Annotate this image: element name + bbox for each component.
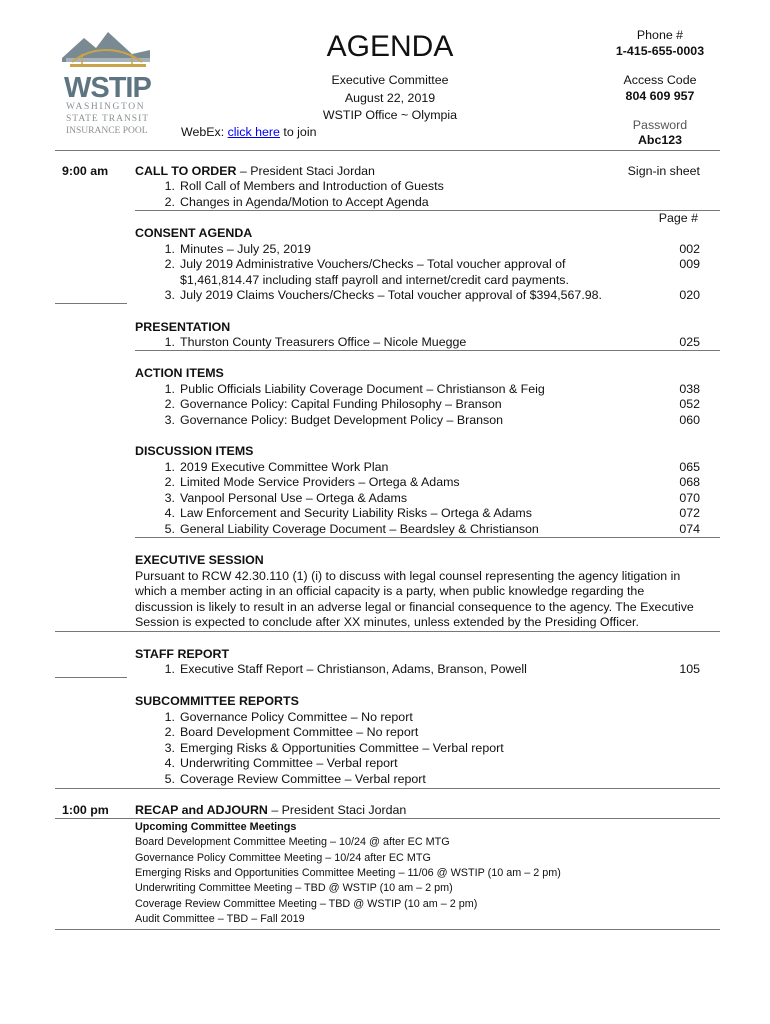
section-divider xyxy=(55,303,127,304)
list-item xyxy=(135,662,700,678)
page-number: 020 xyxy=(679,288,700,302)
paragraph-line: which a member acting in an official capacity is a party, when public knowledge regarding the xyxy=(135,584,645,598)
list-item xyxy=(135,242,700,258)
webex-link[interactable]: click here xyxy=(227,125,280,139)
upcoming-meeting-line: Board Development Committee Meeting – 10/24 @ after EC MTG xyxy=(135,836,450,848)
item-number: 1. xyxy=(164,710,175,724)
item-number: 1. xyxy=(164,335,175,349)
subcommittee-reports-title: SUBCOMMITTEE REPORTS xyxy=(135,694,299,708)
sign-in-sheet: Sign-in sheet xyxy=(627,164,700,178)
page-number: 074 xyxy=(679,522,700,536)
adjourn-title: RECAP and ADJOURN xyxy=(135,803,268,817)
item-text: Executive Staff Report – Christianson, Adams, Branson, Powell xyxy=(180,662,527,676)
item-number: 2. xyxy=(164,475,175,489)
item-text: General Liability Coverage Document – Beardsley & Christianson xyxy=(180,522,539,536)
paragraph-line: Session is expected to conclude after XX minutes, unless extended by the Presiding Officer. xyxy=(135,615,639,629)
webex-suffix: to join xyxy=(283,125,317,139)
paragraph-line: discussion is likely to result in an adverse legal or financial consequence to the agency. The Executive xyxy=(135,600,694,614)
page-number: 068 xyxy=(679,475,700,489)
logo-line-3: INSURANCE POOL xyxy=(66,126,148,136)
item-number: 1. xyxy=(164,662,175,676)
phone-label: Phone # xyxy=(636,28,684,42)
access-code-label: Access Code xyxy=(623,73,697,87)
item-text: Emerging Risks & Opportunities Committee – Verbal report xyxy=(180,741,504,755)
item-text: Minutes – July 25, 2019 xyxy=(180,242,311,256)
section-divider xyxy=(55,631,720,632)
item-text: Board Development Committee – No report xyxy=(180,725,419,739)
item-text: Vanpool Personal Use – Ortega & Adams xyxy=(180,491,408,505)
page-number: 025 xyxy=(679,335,700,349)
item-number: 4. xyxy=(164,756,175,770)
item-number: 5. xyxy=(164,522,175,536)
upcoming-meeting-line: Coverage Review Committee Meeting – TBD @ WSTIP (10 am – 2 pm) xyxy=(135,898,478,910)
list-item xyxy=(135,756,700,772)
page-number: 038 xyxy=(679,382,700,396)
committee-name: Executive Committee xyxy=(331,73,449,87)
list-item xyxy=(135,710,700,726)
header-divider xyxy=(55,150,720,151)
section-divider xyxy=(55,818,720,819)
list-item xyxy=(135,506,700,522)
call-to-order-time: 9:00 am xyxy=(62,164,109,178)
item-text: Law Enforcement and Security Liability Risks – Ortega & Adams xyxy=(180,506,532,520)
list-item xyxy=(135,772,700,788)
section-divider xyxy=(135,350,720,351)
section-divider xyxy=(55,929,720,930)
list-item xyxy=(135,335,700,351)
item-number: 5. xyxy=(164,772,175,786)
phone-value: 1-415-655-0003 xyxy=(615,44,705,58)
action-items-title: ACTION ITEMS xyxy=(135,366,224,380)
item-number: 3. xyxy=(164,413,175,427)
call-to-order-title: CALL TO ORDER xyxy=(135,164,237,178)
upcoming-meetings-title: Upcoming Committee Meetings xyxy=(135,821,297,833)
page-number: 060 xyxy=(679,413,700,427)
discussion-items-title: DISCUSSION ITEMS xyxy=(135,444,254,458)
item-number: 2. xyxy=(164,195,175,209)
list-item xyxy=(135,522,700,538)
item-text: $1,461,814.47 including staff payroll and internet/credit card payments. xyxy=(180,273,569,287)
page-number: 002 xyxy=(679,242,700,256)
webex-line xyxy=(181,125,316,139)
item-number: 2. xyxy=(164,725,175,739)
list-item xyxy=(135,725,700,741)
consent-agenda-title: CONSENT AGENDA xyxy=(135,226,253,240)
list-item xyxy=(135,397,700,413)
adjourn-heading xyxy=(135,803,406,817)
section-divider xyxy=(55,677,127,678)
list-item xyxy=(135,273,700,289)
list-item xyxy=(135,288,700,304)
logo-line-1: WASHINGTON xyxy=(66,102,146,112)
logo-wordmark: WSTIP xyxy=(64,72,151,104)
page-number: 065 xyxy=(679,460,700,474)
item-number: 3. xyxy=(164,288,175,302)
access-code-value: 804 609 957 xyxy=(625,89,695,103)
item-text: Underwriting Committee – Verbal report xyxy=(180,756,398,770)
item-number: 2. xyxy=(164,397,175,411)
item-text: 2019 Executive Committee Work Plan xyxy=(180,460,389,474)
item-text: Public Officials Liability Coverage Document – Christianson & Feig xyxy=(180,382,545,396)
password-label: Password xyxy=(632,118,688,132)
upcoming-meeting-line: Emerging Risks and Opportunities Committee Meeting – 11/06 @ WSTIP (10 am – 2 pm) xyxy=(135,867,561,879)
item-text: Coverage Review Committee – Verbal report xyxy=(180,772,426,786)
webex-label: WebEx: xyxy=(181,125,225,139)
item-number: 2. xyxy=(164,257,175,271)
page-number: 072 xyxy=(679,506,700,520)
page-column-header: Page # xyxy=(658,211,698,225)
upcoming-meeting-line: Governance Policy Committee Meeting – 10/24 after EC MTG xyxy=(135,852,431,864)
wstip-logo xyxy=(62,28,150,140)
logo-line-2: STATE TRANSIT xyxy=(66,114,150,124)
call-to-order-heading xyxy=(135,164,375,178)
page-number: 070 xyxy=(679,491,700,505)
item-text: Governance Policy Committee – No report xyxy=(180,710,413,724)
page-number: 052 xyxy=(679,397,700,411)
item-text: Limited Mode Service Providers – Ortega & Adams xyxy=(180,475,460,489)
agenda-title: AGENDA xyxy=(326,30,454,63)
item-number: 3. xyxy=(164,491,175,505)
list-item xyxy=(135,413,700,429)
call-to-order-presider: – President Staci Jordan xyxy=(236,164,375,178)
staff-report-title: STAFF REPORT xyxy=(135,647,230,661)
item-text: Changes in Agenda/Motion to Accept Agenda xyxy=(180,195,429,209)
paragraph-line: Pursuant to RCW 42.30.110 (1) (i) to discuss with legal counsel representing the agency litigation in xyxy=(135,569,681,583)
executive-session-title: EXECUTIVE SESSION xyxy=(135,553,264,567)
item-text: July 2019 Claims Vouchers/Checks – Total voucher approval of $394,567.98. xyxy=(180,288,602,302)
adjourn-time: 1:00 pm xyxy=(62,803,109,817)
list-item xyxy=(135,179,700,195)
adjourn-presider: – President Staci Jordan xyxy=(267,803,407,817)
page-number: 009 xyxy=(679,257,700,271)
list-item xyxy=(135,195,700,211)
upcoming-meeting-line: Underwriting Committee Meeting – TBD @ WSTIP (10 am – 2 pm) xyxy=(135,882,453,894)
item-text: Governance Policy: Capital Funding Philosophy – Branson xyxy=(180,397,502,411)
meeting-location: WSTIP Office ~ Olympia xyxy=(322,108,458,122)
item-number: 1. xyxy=(164,382,175,396)
upcoming-meeting-line: Audit Committee – TBD – Fall 2019 xyxy=(135,913,305,925)
page-number: 105 xyxy=(679,662,700,676)
section-divider xyxy=(55,788,720,789)
item-text: Thurston County Treasurers Office – Nicole Muegge xyxy=(180,335,467,349)
password-value: Abc123 xyxy=(637,133,683,147)
list-item xyxy=(135,475,700,491)
item-number: 3. xyxy=(164,741,175,755)
item-number: 4. xyxy=(164,506,175,520)
item-text: Roll Call of Members and Introduction of Guests xyxy=(180,179,444,193)
item-number: 1. xyxy=(164,242,175,256)
list-item xyxy=(135,382,700,398)
item-text: Governance Policy: Budget Development Policy – Branson xyxy=(180,413,504,427)
list-item xyxy=(135,257,700,273)
list-item xyxy=(135,741,700,757)
item-text: July 2019 Administrative Vouchers/Checks – Total voucher approval of xyxy=(180,257,566,271)
presentation-title: PRESENTATION xyxy=(135,320,231,334)
list-item xyxy=(135,491,700,507)
section-divider xyxy=(135,537,720,538)
list-item xyxy=(135,460,700,476)
item-number: 1. xyxy=(164,179,175,193)
meeting-date: August 22, 2019 xyxy=(344,91,436,105)
item-number: 1. xyxy=(164,460,175,474)
